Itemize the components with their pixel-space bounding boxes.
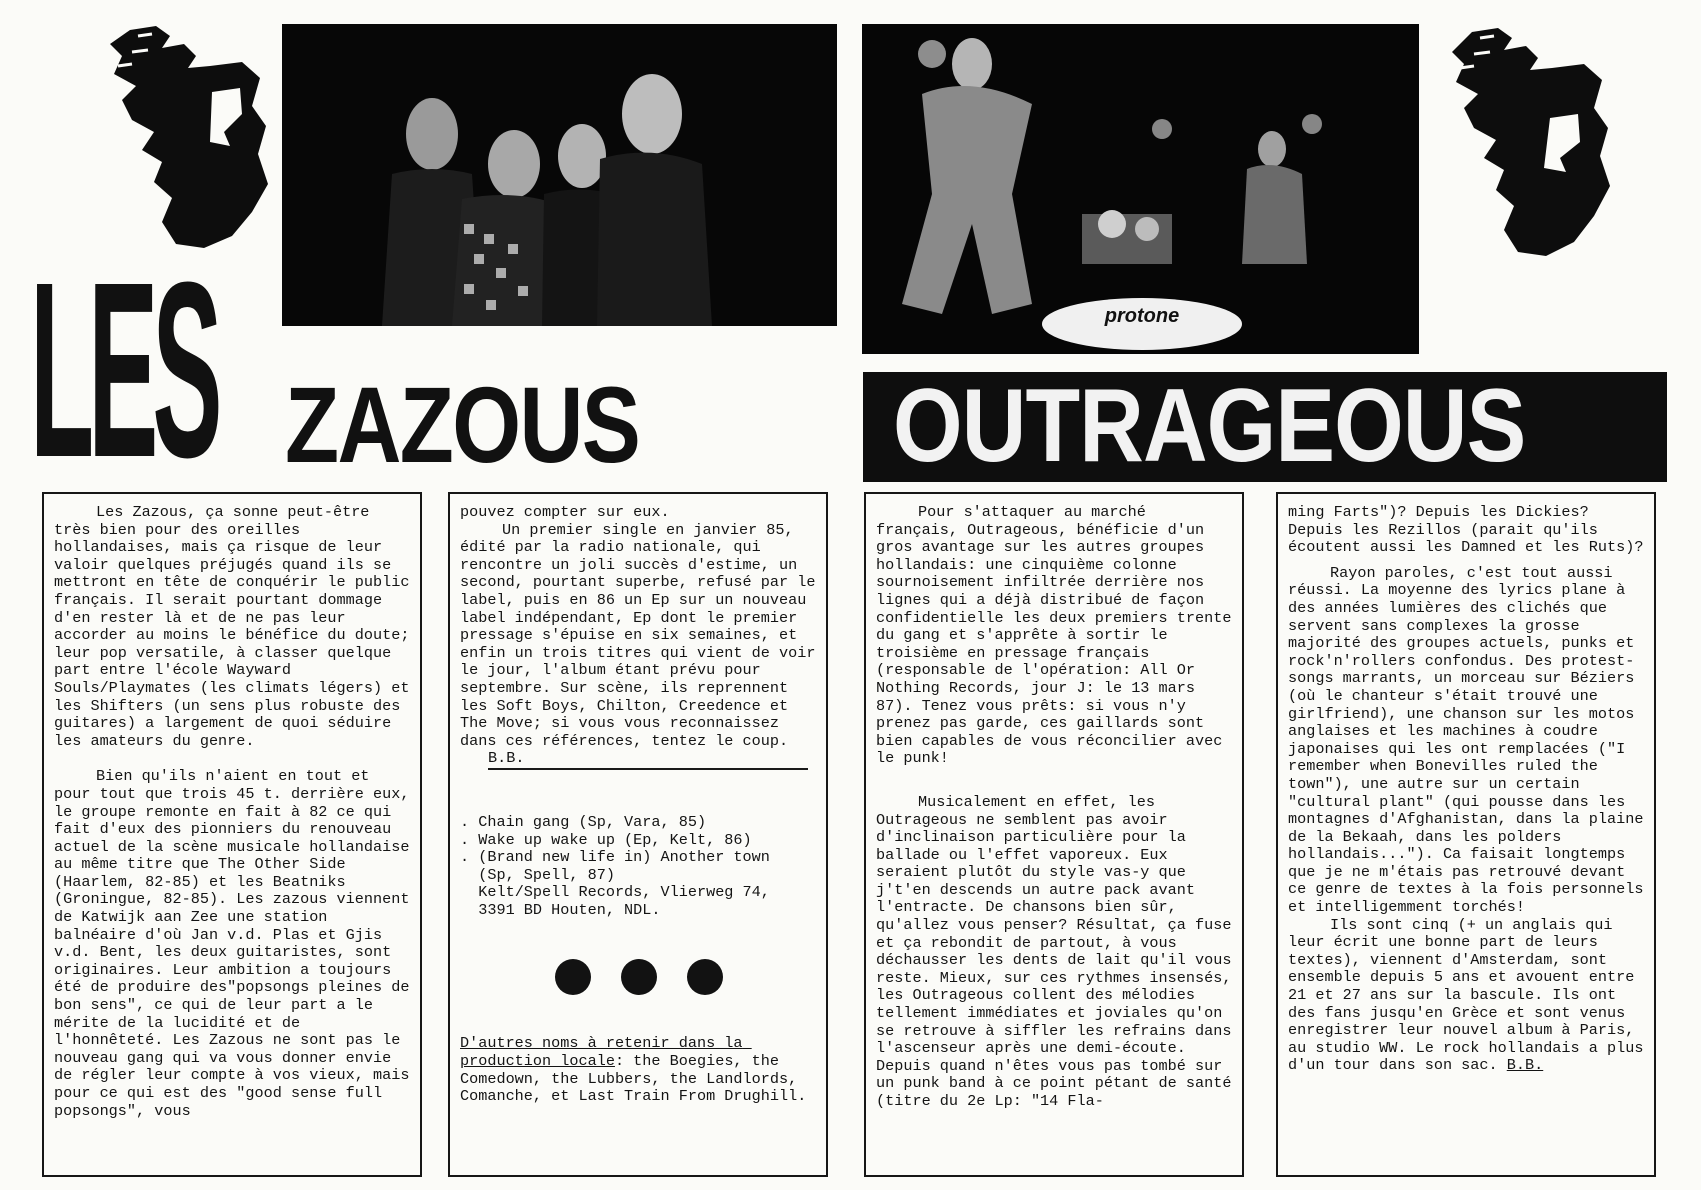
col1-paragraph-1: Les Zazous, ça sonne peut-être très bien pour des oreilles hollandaises, mais ça risque de leur valoir quelques préjugés quand ils se mettront en tête de conquérir le public français. Il serait pourtant dommage d'en rester là et de ne pas leur accorder au moins le bénéfice du doute; leur pop versatile, à classer quelque part entre l'école Wayward Souls/Playmates (les climats légers) et les Shifters (un sens plus robuste des guitares) a largement de quoi séduire les amateurs du genre. (54, 503, 419, 750)
col1-paragraph-2: Bien qu'ils n'aient en tout et pour tout que trois 45 t. derrière eux, le groupe remonte en fait à 82 ce qui fait d'eux des pionniers du renouveau actuel de la scène musicale hollandaise au même titre que The Other Side (Haarlem, 82-85) et les Beatniks (Groningue, 82-85). Les zazous viennent de Katwijk aan Zee une station balnéaire d'où Jan v.d. Plas et Gjis v.d. Bent, les deux guitaristes, sont originaires. Leur ambition a toujours été de produire des"popsongs pleines de bon sens", ce qui de leur part a le mérite de la lucidité et de l'honnêteté. Les Zazous ne sont pas le nouveau gang qui va vous donner envie de régler leur compte à vos vieux, mais pour ce qui est des "good sense full popsongs", vous (54, 767, 419, 1120)
discography-item: (Sp, Spell, 87) (460, 865, 615, 884)
col2-signature-line (488, 750, 808, 770)
band-photo-zazous (282, 24, 837, 326)
separator-dot (621, 959, 657, 995)
stage-banner: protone (1104, 305, 1180, 327)
netherlands-map-left (92, 22, 272, 252)
netherlands-map-right (1432, 22, 1612, 272)
separator-dot (555, 959, 591, 995)
col2-paragraph-1: pouvez compter sur eux. (460, 503, 670, 521)
discography-item: . Chain gang (Sp, Vara, 85) (460, 812, 707, 831)
discography-item: . (Brand new life in) Another town (460, 848, 770, 867)
col2-signature: B.B. (488, 749, 525, 768)
other-bands-note (460, 1035, 816, 1105)
article-column-4 (1276, 492, 1656, 1177)
article-column-3 (864, 492, 1244, 1177)
col3-paragraph-2: Musicalement en effet, les Outrageous ne semblent pas avoir d'inclinaison particulière pour la ballade ou l'effet vaporeux. Eux seraient plutôt du style vas-y que j't'en descends un autre pack avant l'entracte. De chansons bien sûr, qu'allez vous penser? Résultat, ça fuse et ça rebondit de partout, à vous déchausser les dents de lait qu'il vous reste. Mieux, sur ces rythmes insensés, les Outrageous collent des mélodies tellement immédiates et joviales qu'on se retrouve à siffler les refrains dans l'ascenseur après une demi-écoute. Depuis quand n'êtes vous pas tombé sur un punk band à ce point pétant de santé (titre du 2e Lp: "14 Fla- (876, 792, 1241, 1110)
separator-dot (687, 959, 723, 995)
other-bands-heading: D'autres noms à retenir dans la production locale (460, 1034, 752, 1071)
col4-paragraph-2: Rayon paroles, c'est tout aussi réussi. La moyenne des lyrics plane à des années lumières des clichés que servent sans complexes la grosse majorité des groupes actuels, punks et rock'n'rollers confondus. Des protest-songs marrants, un morceau sur Béziers (où le chanteur s'était trouvé une girlfriend), une chanson sur les motos anglaises et les machines à coudre japonaises qui les ont remplacées ("I remember when Bonevilles ruled the town"), une autre sur un certain "cultural plant" (qui pousse dans les montagnes d'Afghanistan, dans la plaine de la Bekaah, dans les polders hollandais..."). Ca faisait longtemps que je ne m'étais pas retrouvé devant ce genre de textes à la fois personnels et intelligemment torchés! (1288, 563, 1653, 917)
title-zazous: ZAZOUS (285, 364, 640, 485)
col3-paragraph-1: Pour s'attaquer au marché français, Outrageous, bénéficie d'un gros avantage sur les autres groupes hollandais: une cinquième colonne sournoisement infiltrée derrière nos lignes qui a déjà distribué de façon confidentielle les deux premiers trente du gang et s'apprête à sortir le troisième en pressage français (responsable de l'opération: All Or Nothing Records, jour J: le 13 mars 87). Tenez vous prêts: si vous n'y prenez pas garde, ces gaillards sont bien capables de vous réconcilier avec le punk! (876, 503, 1241, 768)
title-outrageous: OUTRAGEOUS (893, 372, 1526, 482)
title-outrageous-banner (863, 372, 1667, 482)
col4-signature: B.B. (1506, 1056, 1544, 1075)
col4-paragraph-3 (1288, 915, 1653, 1075)
col2-paragraph-2: Un premier single en janvier 85, édité par la radio nationale, qui rencontre un joli succès d'estime, un second, pourtant superbe, refusé par le label, puis en 86 un Ep sur un nouveau label indépendant, Ep dont le premier pressage s'épuise en six semaines, et enfin un trois titres qui vient de voir le jour, l'album étant prévu pour septembre. Sur scène, ils reprennent les Soft Boys, Chilton, Creedence et The Move; si vous vous reconnaissez dans ces références, tentez le coup. (460, 520, 825, 750)
col4-paragraph-1: ming Farts")? Depuis les Dickies? Depuis les Rezillos (parait qu'ils écoutent aussi les Damned et les Ruts)? (1288, 503, 1644, 557)
band-photo-outrageous-live (862, 24, 1419, 354)
discography-item: . Wake up wake up (Ep, Kelt, 86) (460, 830, 752, 849)
discography-item: 3391 BD Houten, NDL. (460, 900, 661, 919)
col4-paragraph-3-text: Ils sont cinq (+ un anglais qui leur écrit une bonne part de leurs textes), viennent d'Amsterdam, sont ensemble depuis 5 ans et avouent entre 21 et 27 ans sur la bascule. Ils ont des fans jusqu'en Grèce et sont venus enregistrer leur nouvel album à Paris, au studio WW. Le rock hollandais a plus d'un tour dans son sac. (1288, 915, 1653, 1075)
separator-dots (555, 959, 816, 995)
other-bands-list: : the Boegies, the Comedown, the Lubbers, the Landlords, Comanche, et Last Train From Drughill. (460, 1052, 807, 1106)
article-column-1 (42, 492, 422, 1177)
title-les: LES (30, 230, 217, 509)
article-column-2 (448, 492, 828, 1177)
discography-item: Kelt/Spell Records, Vlierweg 74, (460, 883, 770, 902)
